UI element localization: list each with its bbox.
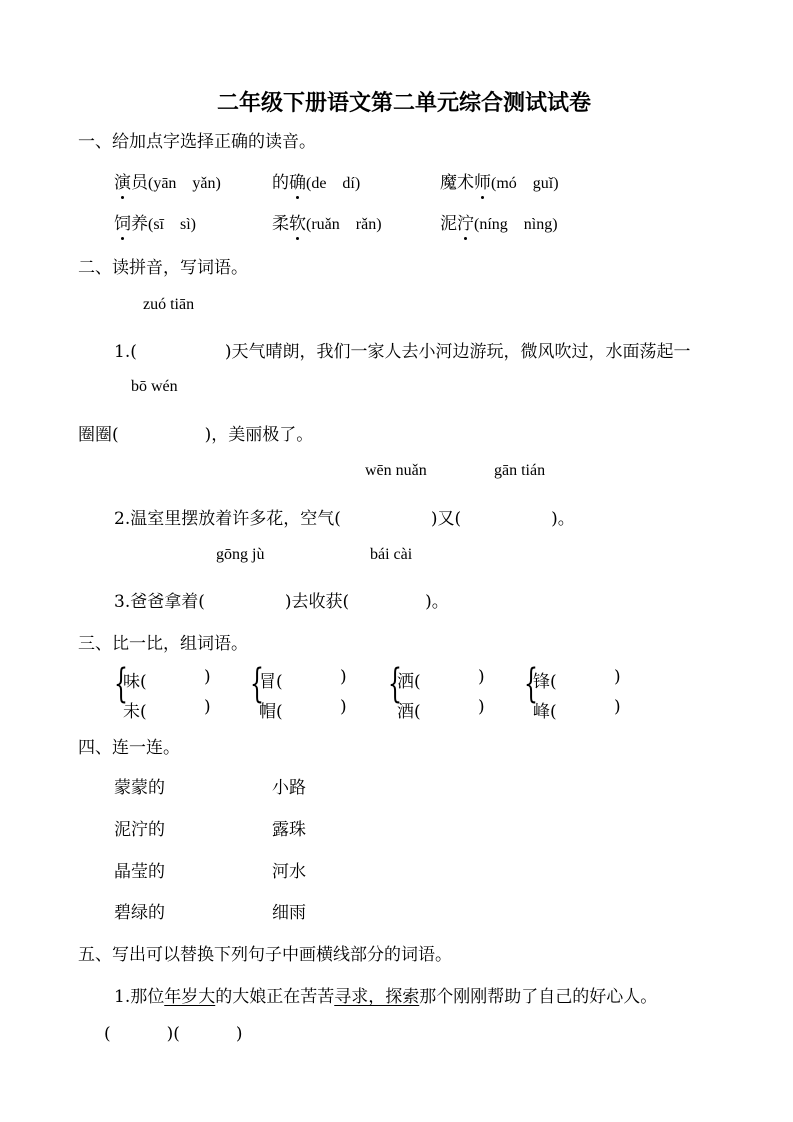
compare-word-a3: 洒(: [397, 672, 421, 692]
s2-sentence-2: 2.温室里摆放着许多花，空气( )又( )。: [114, 509, 575, 529]
brace-icon: {: [250, 661, 264, 707]
s2-sentence-1-cont: 圈圈( )，美丽极了。: [78, 425, 314, 445]
compare-word-b3: 酒(: [397, 702, 421, 722]
compare-word-b2: 帽(: [259, 702, 283, 722]
match-left-3[interactable]: 晶莹的: [114, 862, 165, 882]
section-5-heading: 五、写出可以替换下列句子中画横线部分的词语。: [78, 945, 452, 965]
s1-item-4: 饲养(sī sì): [114, 209, 196, 234]
dotted-char: 饲: [114, 209, 131, 234]
dotted-char: 软: [289, 209, 306, 234]
compare-word-a1: 味(: [123, 672, 147, 692]
brace-icon: {: [114, 661, 128, 707]
pinyin-baicai: bái cài: [370, 546, 413, 563]
section-2-heading: 二、读拼音，写词语。: [78, 258, 248, 278]
match-right-4[interactable]: 细雨: [272, 903, 306, 923]
compare-word-a4: 锋(: [533, 672, 557, 692]
s2-sentence-3: 3.爸爸拿着( )去收获( )。: [114, 592, 449, 612]
pinyin-wennuan: wēn nuǎn: [365, 462, 427, 479]
compare-close: ): [614, 667, 621, 687]
match-left-1[interactable]: 蒙蒙的: [114, 778, 165, 798]
dotted-char: 确: [289, 168, 306, 193]
section-1-heading: 一、给加点字选择正确的读音。: [78, 132, 316, 152]
section-3-heading: 三、比一比，组词语。: [78, 634, 248, 654]
compare-close: ): [340, 697, 347, 717]
s1-item-2: 的确(de dí): [272, 168, 360, 193]
pinyin-gantian: gān tián: [494, 462, 546, 479]
compare-close: ): [340, 667, 347, 687]
match-right-3[interactable]: 河水: [272, 862, 306, 882]
s1-item-3: 魔术师(mó guǐ): [440, 168, 559, 193]
s1-item-6: 泥泞(níng nìng): [440, 209, 558, 234]
compare-word-b4: 峰(: [533, 702, 557, 722]
compare-word-a2: 冒(: [259, 672, 283, 692]
compare-close: ): [614, 697, 621, 717]
match-left-4[interactable]: 碧绿的: [114, 903, 165, 923]
brace-icon: {: [388, 661, 402, 707]
dotted-char: 演: [114, 168, 131, 193]
compare-close: ): [478, 667, 485, 687]
dotted-char: 师: [474, 168, 491, 193]
s1-item-1: 演员(yān yǎn): [114, 168, 221, 193]
compare-close: ): [478, 697, 485, 717]
match-right-1[interactable]: 小路: [272, 778, 306, 798]
s5-sentence-1: 1.那位年岁大的大娘正在苦苦寻求，探索那个刚刚帮助了自己的好心人。: [114, 987, 658, 1007]
compare-word-b1: 未(: [123, 702, 147, 722]
compare-close: ): [204, 697, 211, 717]
s1-item-5: 柔软(ruǎn rǎn): [272, 209, 382, 234]
pinyin-bowen: bō wén: [131, 378, 178, 395]
underlined-phrase: 年岁大: [164, 987, 216, 1007]
pinyin-gongju: gōng jù: [216, 546, 265, 563]
pinyin-zuotian: zuó tiān: [143, 296, 195, 313]
dotted-char: 泞: [457, 209, 474, 234]
match-right-2[interactable]: 露珠: [272, 820, 306, 840]
s5-answer-row: ( )( ): [104, 1024, 243, 1044]
brace-icon: {: [524, 661, 538, 707]
compare-close: ): [204, 667, 211, 687]
section-4-heading: 四、连一连。: [78, 738, 180, 758]
page-title: 二年级下册语文第二单元综合测试试卷: [217, 90, 592, 116]
match-left-2[interactable]: 泥泞的: [114, 820, 165, 840]
underlined-phrase: 寻求，探索: [334, 987, 420, 1007]
s2-sentence-1: 1.( )天气晴朗，我们一家人去小河边游玩，微风吹过，水面荡起一: [114, 342, 691, 362]
